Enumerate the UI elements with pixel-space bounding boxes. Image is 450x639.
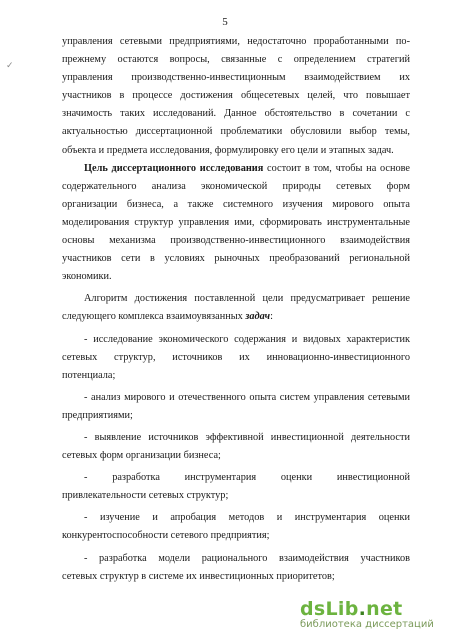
text-line: - изучение и апробация методов и инструментария оценки xyxy=(84,512,410,524)
text-line: экономики. xyxy=(62,271,112,283)
watermark-title-a: dsLib xyxy=(300,598,359,620)
text-line xyxy=(62,308,410,326)
task-item xyxy=(62,331,410,385)
text-line: значимость таких исследований. Данное обстоятельство в сочетании с xyxy=(62,108,410,120)
watermark-title-b: net xyxy=(366,598,403,620)
text-line: основы механизма производственно-инвестиционного взаимодействия xyxy=(62,235,410,247)
text-line: актуальностью диссертационной проблематики обусловили выбор темы, xyxy=(62,126,410,138)
text-line: - разработка модели рационального взаимодействия участников xyxy=(84,552,410,564)
document-body xyxy=(62,33,410,586)
watermark-title-dot: . xyxy=(358,598,367,620)
text-line: сетевых форм организации бизнеса; xyxy=(62,450,221,462)
tasks-list xyxy=(62,331,410,586)
goal-paragraph xyxy=(62,160,410,287)
text-line: Алгоритм достижения поставленной цели предусматривает решение xyxy=(84,293,410,305)
text-line: управления производственно-инвестиционным взаимодействием их xyxy=(62,72,410,84)
goal-first-line-rest: состоит в том, чтобы на основе xyxy=(263,162,411,174)
text-line: управления сетевыми предприятиями, недостаточно проработанными по- xyxy=(62,36,410,47)
algorithm-paragraph xyxy=(62,290,410,326)
task-item xyxy=(62,509,410,545)
text-line: моделирования структур управления ими, сформировать инструментальные xyxy=(62,216,410,228)
task-item xyxy=(62,469,410,505)
algorithm-line2-prefix: следующего комплекса взаимоувязанных xyxy=(62,311,246,323)
text-line xyxy=(62,160,410,178)
task-item xyxy=(62,389,410,425)
text-line: участников в процессе достижения общесетевых целей, что повышает xyxy=(62,90,410,102)
text-line: - выявление источников эффективной инвестиционной деятельности xyxy=(84,431,410,443)
text-line: сетевых структур в системе их инвестиционных приоритетов; xyxy=(62,570,335,582)
text-line: - анализ мирового и отечественного опыта систем управления сетевыми xyxy=(84,391,410,403)
task-item xyxy=(62,429,410,465)
text-line: предприятиями; xyxy=(62,409,133,421)
margin-pencil-mark: ✓ xyxy=(6,60,14,70)
text-line: конкурентоспособности сетевого предприятия; xyxy=(62,530,270,542)
text-line: содержательного анализа экономической природы сетевых форм xyxy=(62,180,410,192)
text-line: сетевых структур, источников их инновационно-инвестиционного xyxy=(62,351,410,363)
text-line: потенциала; xyxy=(62,369,116,381)
page-number: 5 xyxy=(222,16,228,28)
task-item xyxy=(62,550,410,586)
text-line: объекта и предмета исследования, формулировку его цели и этапных задач. xyxy=(62,144,394,156)
text-line: привлекательности сетевых структур; xyxy=(62,490,229,502)
intro-paragraph xyxy=(62,33,410,160)
watermark-logo xyxy=(300,599,440,619)
dslib-watermark[interactable] xyxy=(300,599,440,631)
text-line: участников сети в условиях рыночных преобразований региональной xyxy=(62,253,410,265)
tasks-keyword: задач xyxy=(245,311,271,323)
text-line: прежнему остаются вопросы, связанные с определением стратегий xyxy=(62,54,410,66)
goal-heading: Цель диссертационного исследования xyxy=(84,162,264,174)
algorithm-line2-suffix: : xyxy=(270,311,273,323)
watermark-subtitle: библиотека диссертаций xyxy=(300,619,434,630)
text-line: - разработка инструментария оценки инвестиционной xyxy=(84,472,410,484)
text-line: - исследование экономического содержания и видовых характеристик xyxy=(84,333,410,345)
text-line: организации бизнеса, а также системного изучения мирового опыта xyxy=(62,198,410,210)
